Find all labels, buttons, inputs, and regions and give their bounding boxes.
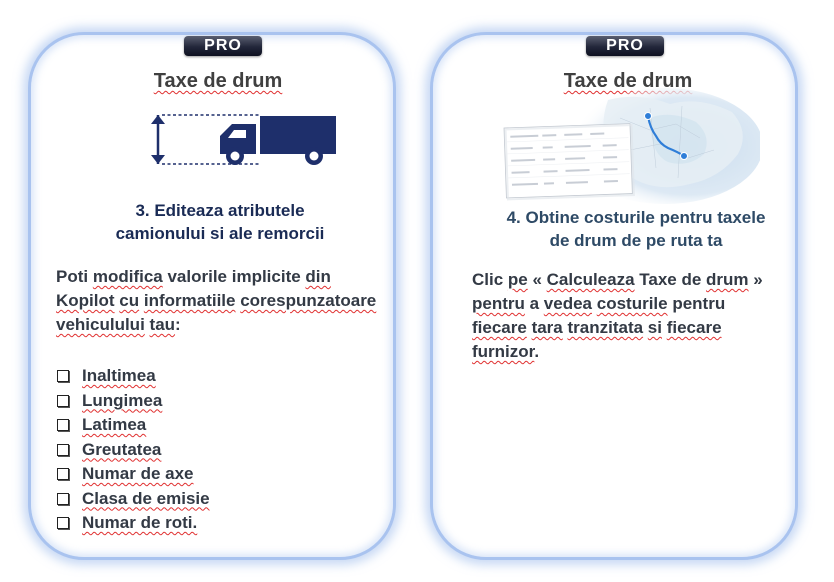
desc-text: costurile	[596, 294, 668, 313]
attribute-label: Numar de roti.	[82, 513, 198, 532]
desc-text: fiecare	[472, 318, 527, 337]
desc-text: tara	[531, 318, 563, 337]
desc-line-3	[56, 313, 386, 337]
step-3-heading	[70, 199, 370, 245]
desc-text: Kopilot	[56, 291, 115, 310]
desc-text: furnizor	[472, 342, 535, 361]
checkbox-icon	[57, 468, 69, 480]
attribute-label: Latimea	[82, 415, 147, 434]
desc-line-2	[56, 289, 386, 313]
attribute-item	[57, 413, 210, 438]
step-4-heading	[466, 206, 806, 252]
step-3-line-2: camionului si ale remorcii	[115, 224, 325, 243]
pro-badge: PRO	[184, 36, 262, 56]
checkbox-icon	[57, 395, 69, 407]
desc-line-1	[56, 265, 386, 289]
attribute-label: Clasa de emisie	[82, 488, 210, 508]
attribute-item	[57, 511, 210, 536]
truck-attributes-description	[56, 265, 386, 337]
desc-text: «	[527, 270, 547, 289]
desc-text: cu	[119, 291, 140, 310]
card-title	[68, 70, 368, 93]
attribute-label: Lungimea	[82, 390, 163, 410]
desc-text: fiecare	[666, 318, 722, 337]
desc-text: drum	[706, 270, 749, 289]
attribute-item	[57, 438, 210, 463]
desc-text: corespunzatoare	[240, 291, 377, 310]
desc-text: tranzitata	[567, 318, 644, 337]
desc-text: Taxe de	[634, 270, 707, 289]
attribute-item	[57, 462, 210, 487]
pro-badge: PRO	[586, 36, 664, 56]
attribute-label: Greutatea	[82, 439, 162, 459]
checkbox-icon	[57, 517, 69, 529]
desc-text: si	[647, 318, 662, 337]
card-title-text: Taxe de drum	[563, 70, 693, 92]
desc-text: din	[305, 267, 331, 286]
attribute-label: Numar de axe	[82, 464, 194, 483]
attribute-label: Inaltimea	[82, 366, 156, 385]
desc-text: »	[748, 270, 763, 289]
desc-text: vehiculului	[56, 315, 145, 334]
desc-text: pentru	[667, 294, 726, 313]
desc-line-3	[472, 316, 792, 340]
desc-text: Clic	[472, 270, 508, 289]
checkbox-icon	[57, 493, 69, 505]
truck-attribute-list	[57, 364, 210, 536]
checkbox-icon	[57, 419, 69, 431]
desc-text: :	[175, 315, 181, 334]
checkbox-icon	[57, 444, 69, 456]
card-title-text: Taxe de drum	[153, 70, 283, 92]
desc-text: vedea	[543, 294, 592, 313]
desc-text: Poti	[56, 267, 93, 286]
checkbox-icon	[57, 370, 69, 382]
desc-text: a	[524, 294, 544, 313]
desc-text: informatiile	[143, 291, 236, 310]
toll-costs-description	[472, 268, 792, 364]
europe-route-map	[500, 88, 760, 206]
desc-text: Calculeaza	[546, 270, 635, 289]
attribute-item	[57, 364, 210, 389]
desc-text: pe	[507, 270, 528, 289]
desc-text: valorile implicite	[162, 267, 306, 286]
attribute-item	[57, 389, 210, 414]
desc-text: pentru	[472, 294, 525, 313]
attribute-item	[57, 487, 210, 512]
desc-text: tau	[149, 315, 176, 334]
step-4-line-2: de drum de pe ruta ta	[549, 231, 723, 250]
step-3-line-1: 3. Editeaza atributele	[135, 201, 305, 220]
desc-text: .	[534, 342, 540, 361]
desc-line-1	[472, 268, 792, 292]
truck-dimensions-icon	[148, 112, 338, 168]
desc-line-4	[472, 340, 792, 364]
step-4-line-1: 4. Obtine costurile pentru taxele	[506, 208, 766, 227]
desc-text: modifica	[92, 267, 163, 286]
desc-line-2	[472, 292, 792, 316]
